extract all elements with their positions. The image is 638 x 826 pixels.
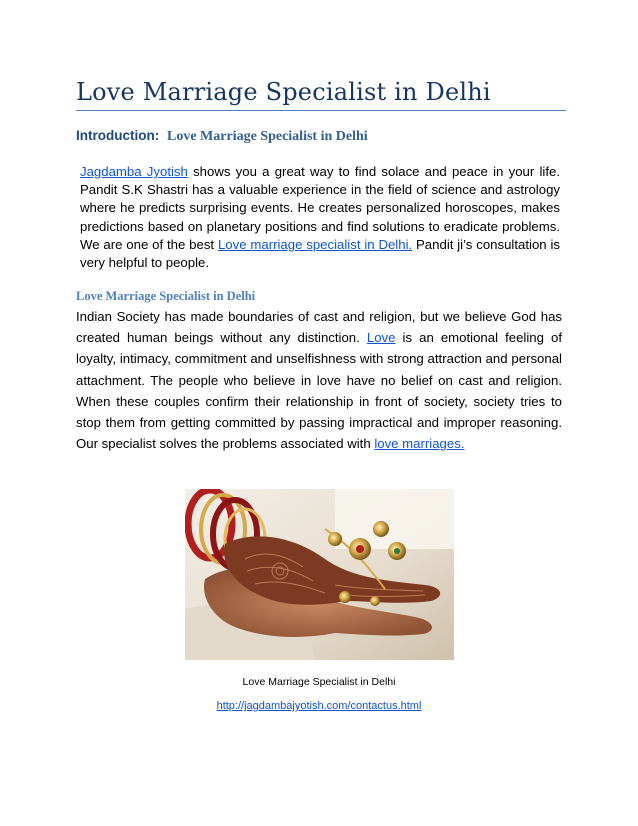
body-paragraph-text-a: Indian Society has made boundaries of cast and religion, but we believe God has created human beings without any distinction.: [76, 309, 562, 346]
hands-photo: [185, 489, 454, 660]
contact-url-link[interactable]: http://jagdambajyotish.com/contactus.html: [216, 700, 422, 712]
henna-hands-illustration: [185, 489, 454, 660]
body-paragraph-text-b: is an emotional feeling of loyalty, intimacy, commitment and unselfishness with strong attraction and personal attachment. The people who believe in love have no belief on cast and religion. When these couples confirm their relationship in front of society, society tries to stop them from getting committed by passing impractical and improper reasoning. Our specialist solves the problems associated with: [76, 330, 562, 452]
intro-label: Introduction:: [76, 128, 160, 143]
page-title: Love Marriage Specialist in Delhi: [76, 78, 491, 106]
jagdamba-jyotish-link[interactable]: Jagdamba Jyotish: [80, 164, 188, 179]
love-marriages-link[interactable]: love marriages.: [374, 436, 465, 452]
intro-heading: [76, 128, 566, 145]
intro-paragraph-text-a: shows you a great way to find solace and peace in your life. Pandit S.K Shastri has a valuable experience in the field of science and astrology where he predicts surprising events. He creates personalized horoscopes, makes predictions based on planetary positions and find solutions to eradicate problems. We are one of the best: [80, 164, 560, 252]
intro-paragraph-text-b: Pandit ji’s consultation is very helpful to people.: [80, 236, 560, 271]
love-marriage-specialist-link[interactable]: Love marriage specialist in Delhi.: [217, 236, 413, 252]
love-link[interactable]: Love: [366, 330, 396, 346]
intro-subtitle: Love Marriage Specialist in Delhi: [167, 129, 368, 144]
intro-paragraph: [80, 163, 560, 272]
image-caption: Love Marriage Specialist in Delhi: [242, 676, 396, 688]
body-paragraph: [76, 306, 562, 454]
section-heading: Love Marriage Specialist in Delhi: [76, 289, 256, 303]
title-divider: [76, 110, 566, 111]
